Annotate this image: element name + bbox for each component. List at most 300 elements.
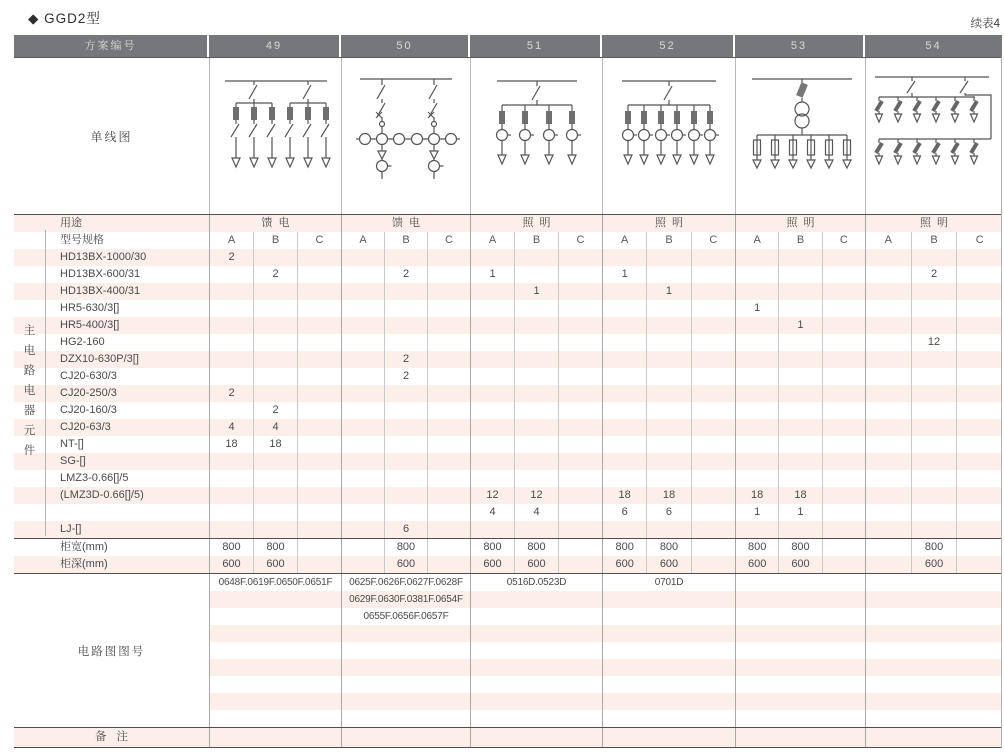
value-cell <box>253 385 297 402</box>
circuit-number-cell <box>603 642 735 659</box>
scheme-cell <box>209 419 341 436</box>
sub-column-header: C <box>822 232 865 249</box>
value-cell <box>297 504 341 521</box>
scheme-cell <box>735 419 865 436</box>
value-cell <box>471 334 514 351</box>
value-cell <box>297 402 341 419</box>
circuit-number-column <box>341 574 470 727</box>
value-cell: 18 <box>646 487 690 504</box>
value-cell <box>736 453 778 470</box>
value-cell <box>866 504 911 521</box>
side-label-divider <box>45 230 46 536</box>
scheme-cell <box>735 232 865 249</box>
value-cell <box>866 470 911 487</box>
scheme-cell <box>341 504 470 521</box>
row-label: 用途 <box>60 217 82 229</box>
value-cell <box>297 436 341 453</box>
value-cell <box>297 368 341 385</box>
value-cell <box>342 470 384 487</box>
value-cell <box>866 334 911 351</box>
value-cell <box>866 300 911 317</box>
scheme-cell <box>735 368 865 385</box>
header-scheme-49: 49 <box>209 35 341 57</box>
circuit-number-cell <box>736 574 865 591</box>
value-cell <box>384 487 427 504</box>
value-cell <box>427 368 470 385</box>
scheme-cell <box>602 402 735 419</box>
value-cell <box>384 504 427 521</box>
row-label: HR5-400/3[] <box>60 319 120 331</box>
value-cell <box>956 556 1002 573</box>
value-cell <box>911 487 957 504</box>
value-cell <box>866 402 911 419</box>
value-cell <box>822 436 865 453</box>
value-cell <box>427 317 470 334</box>
value-cell: 800 <box>483 541 502 553</box>
value-cell: 800 <box>778 539 821 556</box>
component-table-body <box>14 214 1002 574</box>
value-cell <box>253 334 297 351</box>
value-cell <box>558 419 602 436</box>
value-cell <box>297 249 341 266</box>
circuit-number-cell <box>471 693 602 710</box>
row-label: (LMZ3D-0.66[]/5) <box>60 489 144 501</box>
value-cell: 4 <box>514 504 558 521</box>
value-cell <box>691 266 735 283</box>
value-cell <box>427 521 470 538</box>
scheme-cell <box>341 402 470 419</box>
circuit-number-cell <box>471 625 602 642</box>
value-cell: 800 <box>384 539 427 556</box>
value-cell: 12 <box>486 489 499 501</box>
sub-column-header: B <box>514 232 558 249</box>
value-cell <box>603 453 646 470</box>
circuit-number-cell <box>866 693 1002 710</box>
value-cell <box>342 419 384 436</box>
value-cell <box>427 419 470 436</box>
circuit-number-cell: 0655F.0656F.0657F <box>363 611 449 622</box>
scheme-cell <box>209 283 341 300</box>
value-cell: 1 <box>754 506 761 518</box>
value-cell <box>822 521 865 538</box>
value-cell: 2 <box>228 251 235 263</box>
circuit-number-cell <box>471 659 602 676</box>
circuit-number-cell <box>866 574 1002 591</box>
value-cell <box>558 402 602 419</box>
value-cell <box>911 470 957 487</box>
side-label-char: 主 <box>23 325 36 337</box>
scheme-cell <box>470 283 602 300</box>
value-cell <box>866 556 911 573</box>
value-cell <box>297 419 341 436</box>
value-cell: 600 <box>222 558 241 570</box>
scheme-cell <box>865 266 1002 283</box>
value-cell <box>558 453 602 470</box>
value-cell <box>956 470 1002 487</box>
cabinet-width-row <box>14 538 1002 556</box>
component-row <box>14 385 1002 402</box>
value-cell <box>342 436 384 453</box>
scheme-cell <box>865 470 1002 487</box>
scheme-cell <box>341 232 470 249</box>
sub-column-header: A <box>488 234 497 246</box>
circuit-number-cell <box>603 591 735 608</box>
single-line-diagram-row <box>14 58 1002 214</box>
scheme-cell <box>865 521 1002 538</box>
value-cell <box>253 521 297 538</box>
value-cell <box>471 419 514 436</box>
remark-cell <box>602 728 735 747</box>
scheme-cell <box>209 334 341 351</box>
value-cell: 1 <box>778 504 821 521</box>
value-cell <box>427 283 470 300</box>
sub-column-header: C <box>297 232 341 249</box>
value-cell <box>297 487 341 504</box>
cabinet-depth-row <box>14 556 1002 574</box>
scheme-cell <box>470 317 602 334</box>
value-cell <box>342 351 384 368</box>
value-cell: 18 <box>253 436 297 453</box>
circuit-number-column <box>602 574 735 727</box>
sub-column-header: C <box>558 232 602 249</box>
component-row <box>14 317 1002 334</box>
row-label: CJ20-63/3 <box>60 421 111 433</box>
value-cell <box>956 402 1002 419</box>
scheme-cell <box>735 436 865 453</box>
scheme-cell <box>865 504 1002 521</box>
row-label: LMZ3-0.66[]/5 <box>60 472 129 484</box>
scheme-cell <box>470 351 602 368</box>
circuit-number-cell: 0629F.0630F.0381F.0654F <box>342 591 470 608</box>
value-cell <box>297 266 341 283</box>
circuit-number-cell <box>866 676 1002 693</box>
value-cell <box>558 539 602 556</box>
value-cell <box>911 402 957 419</box>
value-cell <box>253 317 297 334</box>
value-cell <box>558 317 602 334</box>
scheme-cell <box>470 215 602 232</box>
value-cell <box>558 556 602 573</box>
value-cell <box>736 521 778 538</box>
value-cell <box>427 385 470 402</box>
circuit-number-cell <box>603 625 735 642</box>
page-title: ◆ GGD2型 <box>28 11 101 26</box>
value-cell <box>514 334 558 351</box>
value-cell <box>384 419 427 436</box>
value-cell: 600 <box>747 558 767 570</box>
value-cell: 600 <box>615 558 634 570</box>
single-line-diagram-50 <box>341 58 470 214</box>
value-cell <box>822 351 865 368</box>
value-cell <box>342 402 384 419</box>
value-cell <box>210 368 253 385</box>
value-cell <box>514 436 558 453</box>
value-cell <box>342 283 384 300</box>
scheme-cell <box>470 249 602 266</box>
value-cell <box>866 266 911 283</box>
row-label: CJ20-250/3 <box>60 387 117 399</box>
scheme-cell <box>341 470 470 487</box>
scheme-cell <box>865 539 1002 556</box>
value-cell <box>210 521 253 538</box>
scheme-cell <box>735 334 865 351</box>
row-label: CJ20-630/3 <box>60 370 117 382</box>
value-cell: 600 <box>384 556 427 573</box>
scheme-cell <box>470 300 602 317</box>
scheme-cell <box>470 436 602 453</box>
scheme-cell <box>341 334 470 351</box>
scheme-cell <box>735 470 865 487</box>
circuit-number-cell <box>866 591 1002 608</box>
sub-column-header: B <box>911 232 957 249</box>
value-cell <box>471 436 514 453</box>
value-cell <box>514 385 558 402</box>
circuit-number-column <box>735 574 865 727</box>
value-cell <box>822 317 865 334</box>
value-cell <box>210 504 253 521</box>
value-cell <box>736 351 778 368</box>
value-cell <box>471 283 514 300</box>
circuit-number-cell <box>471 710 602 727</box>
value-cell <box>866 249 911 266</box>
sub-column-header: A <box>753 234 761 246</box>
value-cell <box>253 504 297 521</box>
scheme-cell <box>341 249 470 266</box>
circuit-number-cell <box>471 676 602 693</box>
diagram-53-icon <box>737 61 865 211</box>
value-cell <box>384 436 427 453</box>
value-cell <box>297 453 341 470</box>
value-cell <box>691 521 735 538</box>
row-label: 柜宽(mm) <box>60 541 108 553</box>
circuit-number-cell <box>210 625 341 642</box>
circuit-number-cell: 0625F.0626F.0627F.0628F <box>349 577 463 588</box>
scheme-cell <box>470 334 602 351</box>
circuit-number-cell <box>210 710 341 727</box>
value-cell: 18 <box>225 438 238 450</box>
value-cell <box>691 300 735 317</box>
scheme-cell <box>602 266 735 283</box>
component-row <box>14 521 1002 538</box>
scheme-cell <box>735 521 865 538</box>
value-cell <box>736 249 778 266</box>
row-label: 型号规格 <box>60 234 104 246</box>
usage-value: 照明 <box>655 217 689 229</box>
value-cell <box>778 436 821 453</box>
value-cell <box>691 249 735 266</box>
value-cell <box>514 249 558 266</box>
side-label-char: 路 <box>23 365 36 377</box>
circuit-number-cell <box>210 676 341 693</box>
value-cell <box>558 368 602 385</box>
value-cell <box>646 436 690 453</box>
value-cell: 6 <box>621 506 628 518</box>
value-cell: 600 <box>253 556 297 573</box>
row-label: 柜深(mm) <box>60 558 108 570</box>
value-cell <box>342 317 384 334</box>
value-cell <box>603 300 646 317</box>
scheme-cell <box>209 504 341 521</box>
scheme-cell <box>602 317 735 334</box>
value-cell <box>558 385 602 402</box>
scheme-cell <box>470 539 602 556</box>
value-cell: 12 <box>911 334 957 351</box>
sub-column-header: B <box>778 232 821 249</box>
value-cell <box>866 487 911 504</box>
value-cell <box>514 317 558 334</box>
value-cell <box>778 334 821 351</box>
value-cell <box>822 470 865 487</box>
circuit-number-cell <box>603 676 735 693</box>
value-cell: 800 <box>253 539 297 556</box>
scheme-cell <box>865 249 1002 266</box>
scheme-cell <box>602 351 735 368</box>
value-cell <box>736 266 778 283</box>
component-row <box>14 504 1002 521</box>
value-cell <box>427 266 470 283</box>
diagram-50-icon <box>342 61 470 211</box>
circuit-number-cell <box>866 642 1002 659</box>
scheme-cell <box>209 453 341 470</box>
value-cell <box>297 334 341 351</box>
value-cell <box>822 487 865 504</box>
value-cell <box>911 385 957 402</box>
value-cell <box>471 317 514 334</box>
value-cell <box>866 419 911 436</box>
scheme-cell <box>341 487 470 504</box>
value-cell <box>558 249 602 266</box>
value-cell <box>956 436 1002 453</box>
table-header-row <box>14 35 1002 58</box>
value-cell: 600 <box>514 556 558 573</box>
value-cell <box>210 453 253 470</box>
circuit-number-cell <box>603 659 735 676</box>
scheme-cell <box>341 266 470 283</box>
value-cell <box>691 385 735 402</box>
scheme-cell <box>602 487 735 504</box>
scheme-cell <box>470 368 602 385</box>
value-cell <box>911 521 957 538</box>
value-cell <box>297 351 341 368</box>
component-row <box>14 300 1002 317</box>
value-cell <box>514 470 558 487</box>
scheme-cell <box>865 385 1002 402</box>
row-label: HD13BX-1000/30 <box>60 251 147 263</box>
component-row <box>14 419 1002 436</box>
scheme-cell <box>209 521 341 538</box>
value-cell <box>691 351 735 368</box>
value-cell <box>956 317 1002 334</box>
value-cell <box>956 521 1002 538</box>
value-cell <box>342 539 384 556</box>
value-cell <box>297 556 341 573</box>
value-cell <box>427 300 470 317</box>
value-cell <box>384 249 427 266</box>
scheme-cell <box>341 453 470 470</box>
sub-column-header: A <box>620 234 629 246</box>
value-cell <box>514 351 558 368</box>
value-cell: 2 <box>384 368 427 385</box>
scheme-cell <box>470 385 602 402</box>
scheme-cell <box>735 266 865 283</box>
value-cell: 800 <box>222 541 241 553</box>
value-cell <box>471 385 514 402</box>
value-cell <box>736 470 778 487</box>
value-cell <box>646 300 690 317</box>
value-cell <box>646 453 690 470</box>
value-cell <box>427 249 470 266</box>
scheme-cell <box>602 556 735 573</box>
scheme-cell <box>209 539 341 556</box>
sub-column-header: B <box>253 232 297 249</box>
component-row <box>14 351 1002 368</box>
scheme-cell <box>735 487 865 504</box>
value-cell <box>866 385 911 402</box>
value-cell <box>956 504 1002 521</box>
remark-row <box>14 727 1002 748</box>
usage-row <box>14 215 1002 232</box>
value-cell: 12 <box>514 487 558 504</box>
header-scheme-51: 51 <box>470 35 602 57</box>
value-cell <box>956 351 1002 368</box>
value-cell <box>297 385 341 402</box>
value-cell <box>603 402 646 419</box>
circuit-number-cell <box>210 693 341 710</box>
value-cell <box>822 504 865 521</box>
scheme-cell <box>735 215 865 232</box>
scheme-cell <box>602 470 735 487</box>
scheme-cell <box>470 266 602 283</box>
value-cell: 2 <box>228 387 235 399</box>
circuit-number-cell <box>210 642 341 659</box>
value-cell <box>691 470 735 487</box>
value-cell <box>778 249 821 266</box>
value-cell <box>210 266 253 283</box>
value-cell <box>427 334 470 351</box>
circuit-number-cell <box>342 625 470 642</box>
value-cell <box>253 300 297 317</box>
value-cell <box>427 556 470 573</box>
value-cell: 6 <box>384 521 427 538</box>
scheme-cell <box>602 436 735 453</box>
scheme-cell <box>470 487 602 504</box>
value-cell <box>778 470 821 487</box>
scheme-cell <box>865 402 1002 419</box>
circuit-diagram-number-section <box>14 574 1002 727</box>
circuit-number-cell: 0516D.0523D <box>506 577 567 588</box>
row-label: DZX10-630P/3[] <box>60 353 139 365</box>
circuit-number-cell <box>736 659 865 676</box>
scheme-cell <box>209 317 341 334</box>
value-cell <box>822 300 865 317</box>
side-label-char: 件 <box>23 445 36 457</box>
circuit-number-cell <box>342 642 470 659</box>
value-cell <box>778 351 821 368</box>
component-row <box>14 334 1002 351</box>
value-cell <box>603 521 646 538</box>
scheme-cell <box>209 266 341 283</box>
value-cell <box>691 556 735 573</box>
scheme-cell <box>470 521 602 538</box>
usage-value: 照明 <box>920 217 954 229</box>
circuit-number-cell <box>471 591 602 608</box>
scheme-cell <box>341 317 470 334</box>
value-cell: 800 <box>747 541 767 553</box>
circuit-number-cell <box>736 710 865 727</box>
scheme-cell <box>209 385 341 402</box>
value-cell <box>691 283 735 300</box>
value-cell <box>514 402 558 419</box>
